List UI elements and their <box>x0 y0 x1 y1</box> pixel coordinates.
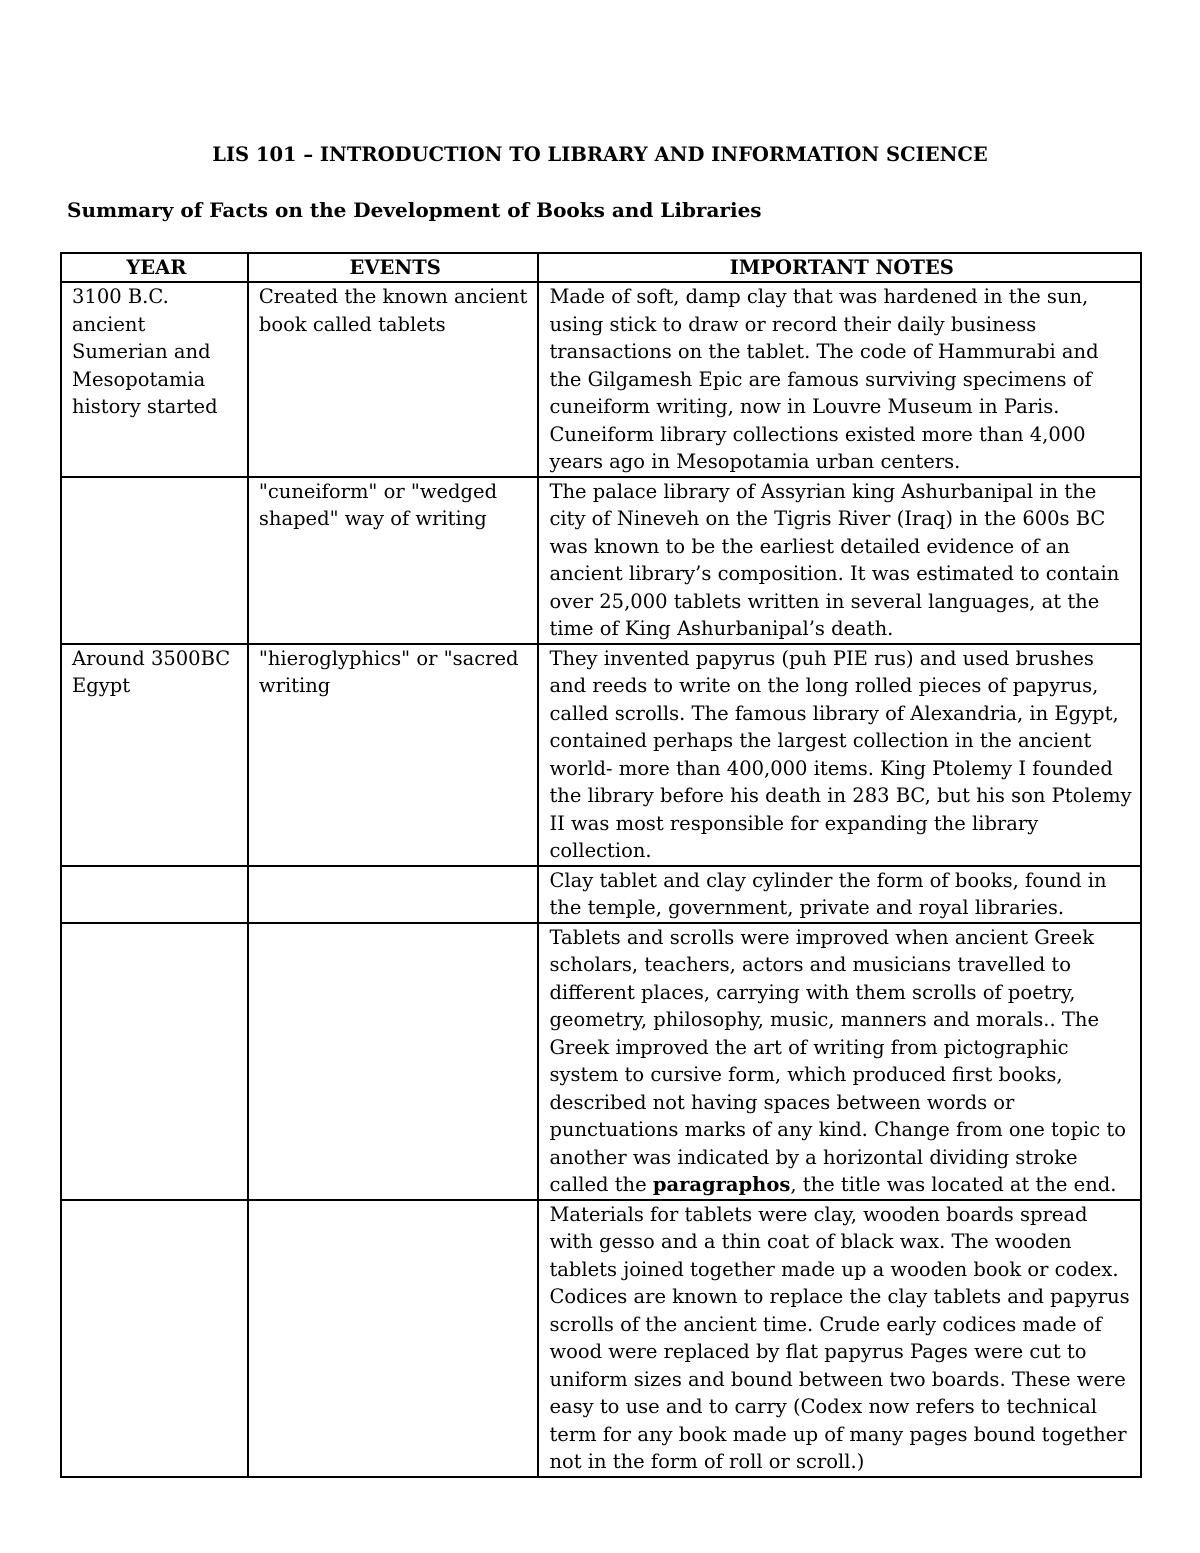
event-cell: "hieroglyphics" or "sacred writing <box>248 644 539 866</box>
column-header-year: YEAR <box>61 253 248 282</box>
table-header-row <box>61 253 1141 282</box>
note-cell: Clay tablet and clay cylinder the form of books, found in the temple, government, private and royal libraries. <box>538 866 1141 923</box>
year-cell <box>61 923 248 1200</box>
column-header-events: EVENTS <box>248 253 539 282</box>
event-cell <box>248 923 539 1200</box>
note-text: Tablets and scrolls were improved when ancient Greek scholars, teachers, actors and musicians travelled to different places, carrying with them scrolls of poetry, geometry, philosophy, music, manners and morals.. The Greek improved the art of writing from pictographic system to cursive form, which produced first books, described not having spaces between words or punctuations marks of any kind. Change from one topic to another was indicated by a horizontal dividing stroke called the <box>549 925 1126 1196</box>
event-cell: Created the known ancient book called tablets <box>248 282 539 477</box>
year-cell: Around 3500BC Egypt <box>61 644 248 866</box>
note-cell: The palace library of Assyrian king Ashurbanipal in the city of Nineveh on the Tigris River (Iraq) in the 600s BC was known to be the earliest detailed evidence of an ancient library’s composition. It was estimated to contain over 25,000 tablets written in several languages, at the time of King Ashurbanipal’s death. <box>538 477 1141 644</box>
note-cell: Made of soft, damp clay that was hardened in the sun, using stick to draw or record their daily business transactions on the tablet. The code of Hammurabi and the Gilgamesh Epic are famous surviving specimens of cuneiform writing, now in Louvre Museum in Paris. Cuneiform library collections existed more than 4,000 years ago in Mesopotamia urban centers. <box>538 282 1141 477</box>
table-row <box>61 923 1141 1200</box>
year-cell: 3100 B.C. ancient Sumerian and Mesopotamia history started <box>61 282 248 477</box>
note-cell <box>538 923 1141 1200</box>
page-title: LIS 101 – INTRODUCTION TO LIBRARY AND INFORMATION SCIENCE <box>212 143 988 166</box>
event-cell <box>248 1200 539 1477</box>
table-row <box>61 477 1141 644</box>
facts-table <box>60 252 1142 1478</box>
year-cell <box>61 866 248 923</box>
note-cell: They invented papyrus (puh PIE rus) and used brushes and reeds to write on the long rolled pieces of papyrus, called scrolls. The famous library of Alexandria, in Egypt, contained perhaps the largest collection in the ancient world- more than 400,000 items. King Ptolemy I founded the library before his death in 283 BC, but his son Ptolemy II was most responsible for expanding the library collection. <box>538 644 1141 866</box>
column-header-notes: IMPORTANT NOTES <box>538 253 1141 282</box>
table-row <box>61 1200 1141 1477</box>
table-row <box>61 282 1141 477</box>
table-row <box>61 866 1141 923</box>
table-row <box>61 644 1141 866</box>
year-cell <box>61 477 248 644</box>
document-subtitle: Summary of Facts on the Development of Books and Libraries <box>67 198 762 222</box>
year-cell <box>61 1200 248 1477</box>
note-cell: Materials for tablets were clay, wooden boards spread with gesso and a thin coat of black wax. The wooden tablets joined together made up a wooden book or codex. Codices are known to replace the clay tablets and papyrus scrolls of the ancient time. Crude early codices made of wood were replaced by flat papyrus Pages were cut to uniform sizes and bound between two boards. These were easy to use and to carry (Codex now refers to technical term for any book made up of many pages bound together not in the form of roll or scroll.) <box>538 1200 1141 1477</box>
note-term-paragraphos: paragraphos <box>652 1173 791 1196</box>
event-cell <box>248 866 539 923</box>
note-text-end: , the title was located at the end. <box>790 1173 1117 1196</box>
event-cell: "cuneiform" or "wedged shaped" way of writing <box>248 477 539 644</box>
